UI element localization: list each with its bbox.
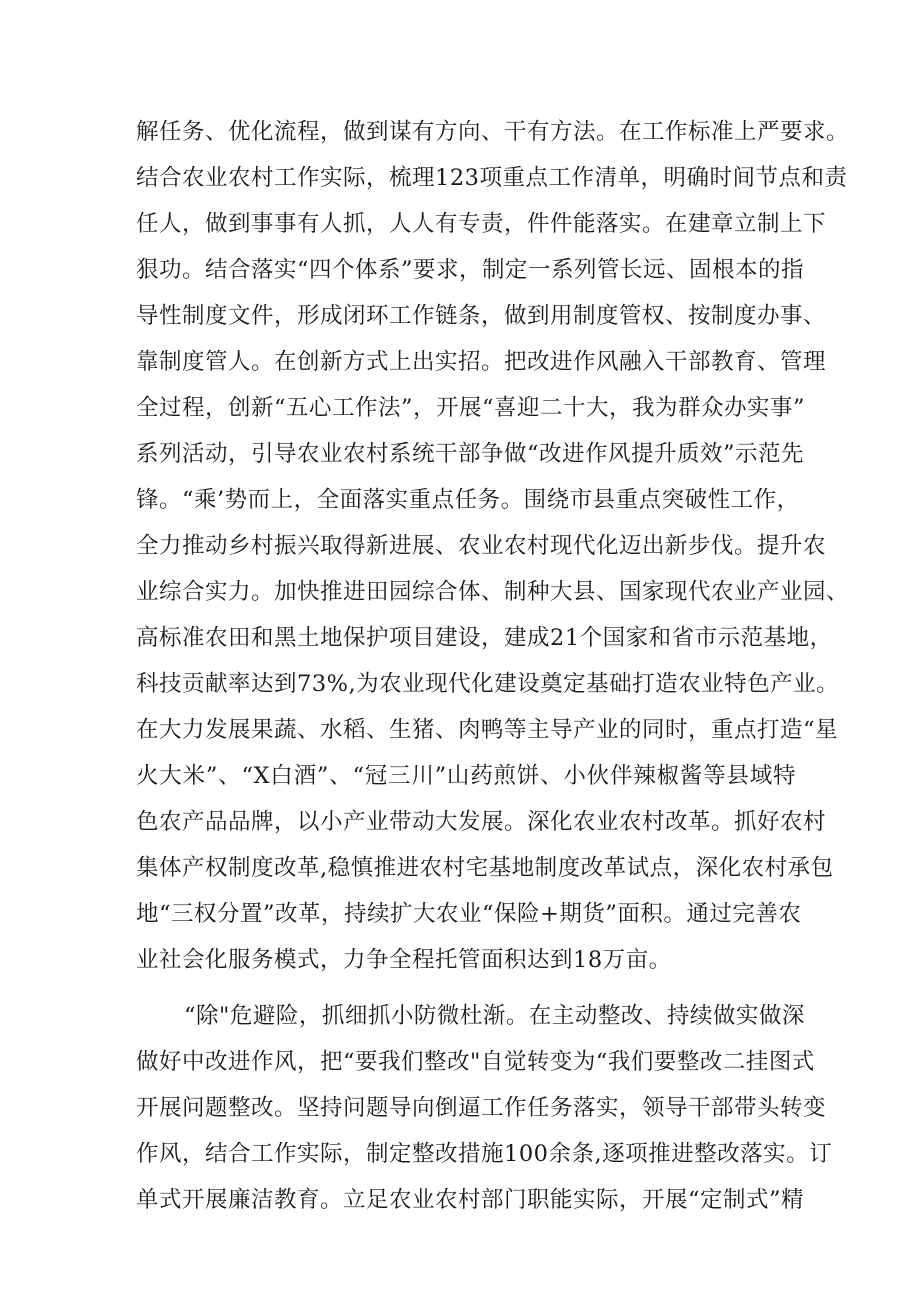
text-line: 靠制度管人。在创新方式上出实招。把改进作风融入干部教育、管理 — [136, 349, 827, 375]
text-line: 在大力发展果蔬、水稻、生猪、肉鸭等主导产业的同时，重点打造“星 — [136, 717, 839, 743]
text-line: 做好中改进作风，把“要我们整改"自觉转变为“我们要整改二挂图式 — [136, 1049, 815, 1075]
text-line: 作风，结合工作实际，制定整改措施100余条,逐项推进整改落实。订 — [136, 1141, 833, 1167]
text-line: 解任务、优化流程，做到谋有方向、干有方法。在工作标准上严要求。 — [136, 119, 850, 145]
text-line: 地“三权分置”改革，持续扩大农业“保险+期货”面积。通过完善农 — [136, 901, 802, 927]
paragraph-first-line: “除"危避险，抓细抓小防微杜渐。在主动整改、持续做实做深 — [184, 1003, 805, 1029]
text-line: 集体产权制度改革,稳慎推进农村宅基地制度改革试点，深化农村承包 — [136, 855, 834, 881]
text-line: 业社会化服务模式，力争全程托管面积达到18万亩。 — [136, 947, 672, 973]
text-line: 业综合实力。加快推进田园综合体、制种大县、国家现代农业产业园、 — [136, 579, 850, 605]
text-line: 火大米”、“X白酒”、“冠三川”山药煎饼、小伙伴辣椒酱等县域特 — [136, 763, 796, 789]
text-line: 全力推动乡村振兴取得新进展、农业农村现代化迈出新步伐。提升农 — [136, 533, 827, 559]
text-line: 色农产品品牌，以小产业带动大发展。深化农业农村改革。抓好农村 — [136, 809, 827, 835]
text-line: 开展问题整改。坚持问题导向倒逼工作任务落实，领导干部带头转变 — [136, 1095, 827, 1121]
text-line: 高标准农田和黑土地保护项目建设，建成21个国家和省市示范基地， — [136, 625, 833, 651]
text-line: 结合农业农村工作实际，梳理123项重点工作清单，明确时间节点和责 — [136, 165, 848, 191]
text-line: 全过程，创新“五心工作法”，开展“喜迎二十大，我为群众办实事” — [136, 395, 806, 421]
text-line: 任人，做到事事有人抓，人人有专责，件件能落实。在建章立制上下 — [136, 211, 827, 237]
text-line: 狠功。结合落实“四个体系”要求，制定一系列管长远、固根本的指 — [136, 257, 805, 283]
text-line: 导性制度文件，形成闭环工作链条，做到用制度管权、按制度办事、 — [136, 303, 827, 329]
text-line: 单式开展廉洁教育。立足农业农村部门职能实际，开展“定制式”精 — [136, 1187, 805, 1213]
text-line: 科技贡献率达到73%,为农业现代化建设奠定基础打造农业特色产业。 — [136, 671, 840, 697]
text-line: 锋。“乘’势而上，全面落实重点任务。围绕市县重点突破性工作， — [136, 487, 800, 513]
text-line: 系列活动，引导农业农村系统干部争做“改进作风提升质效”示范先 — [136, 441, 805, 467]
